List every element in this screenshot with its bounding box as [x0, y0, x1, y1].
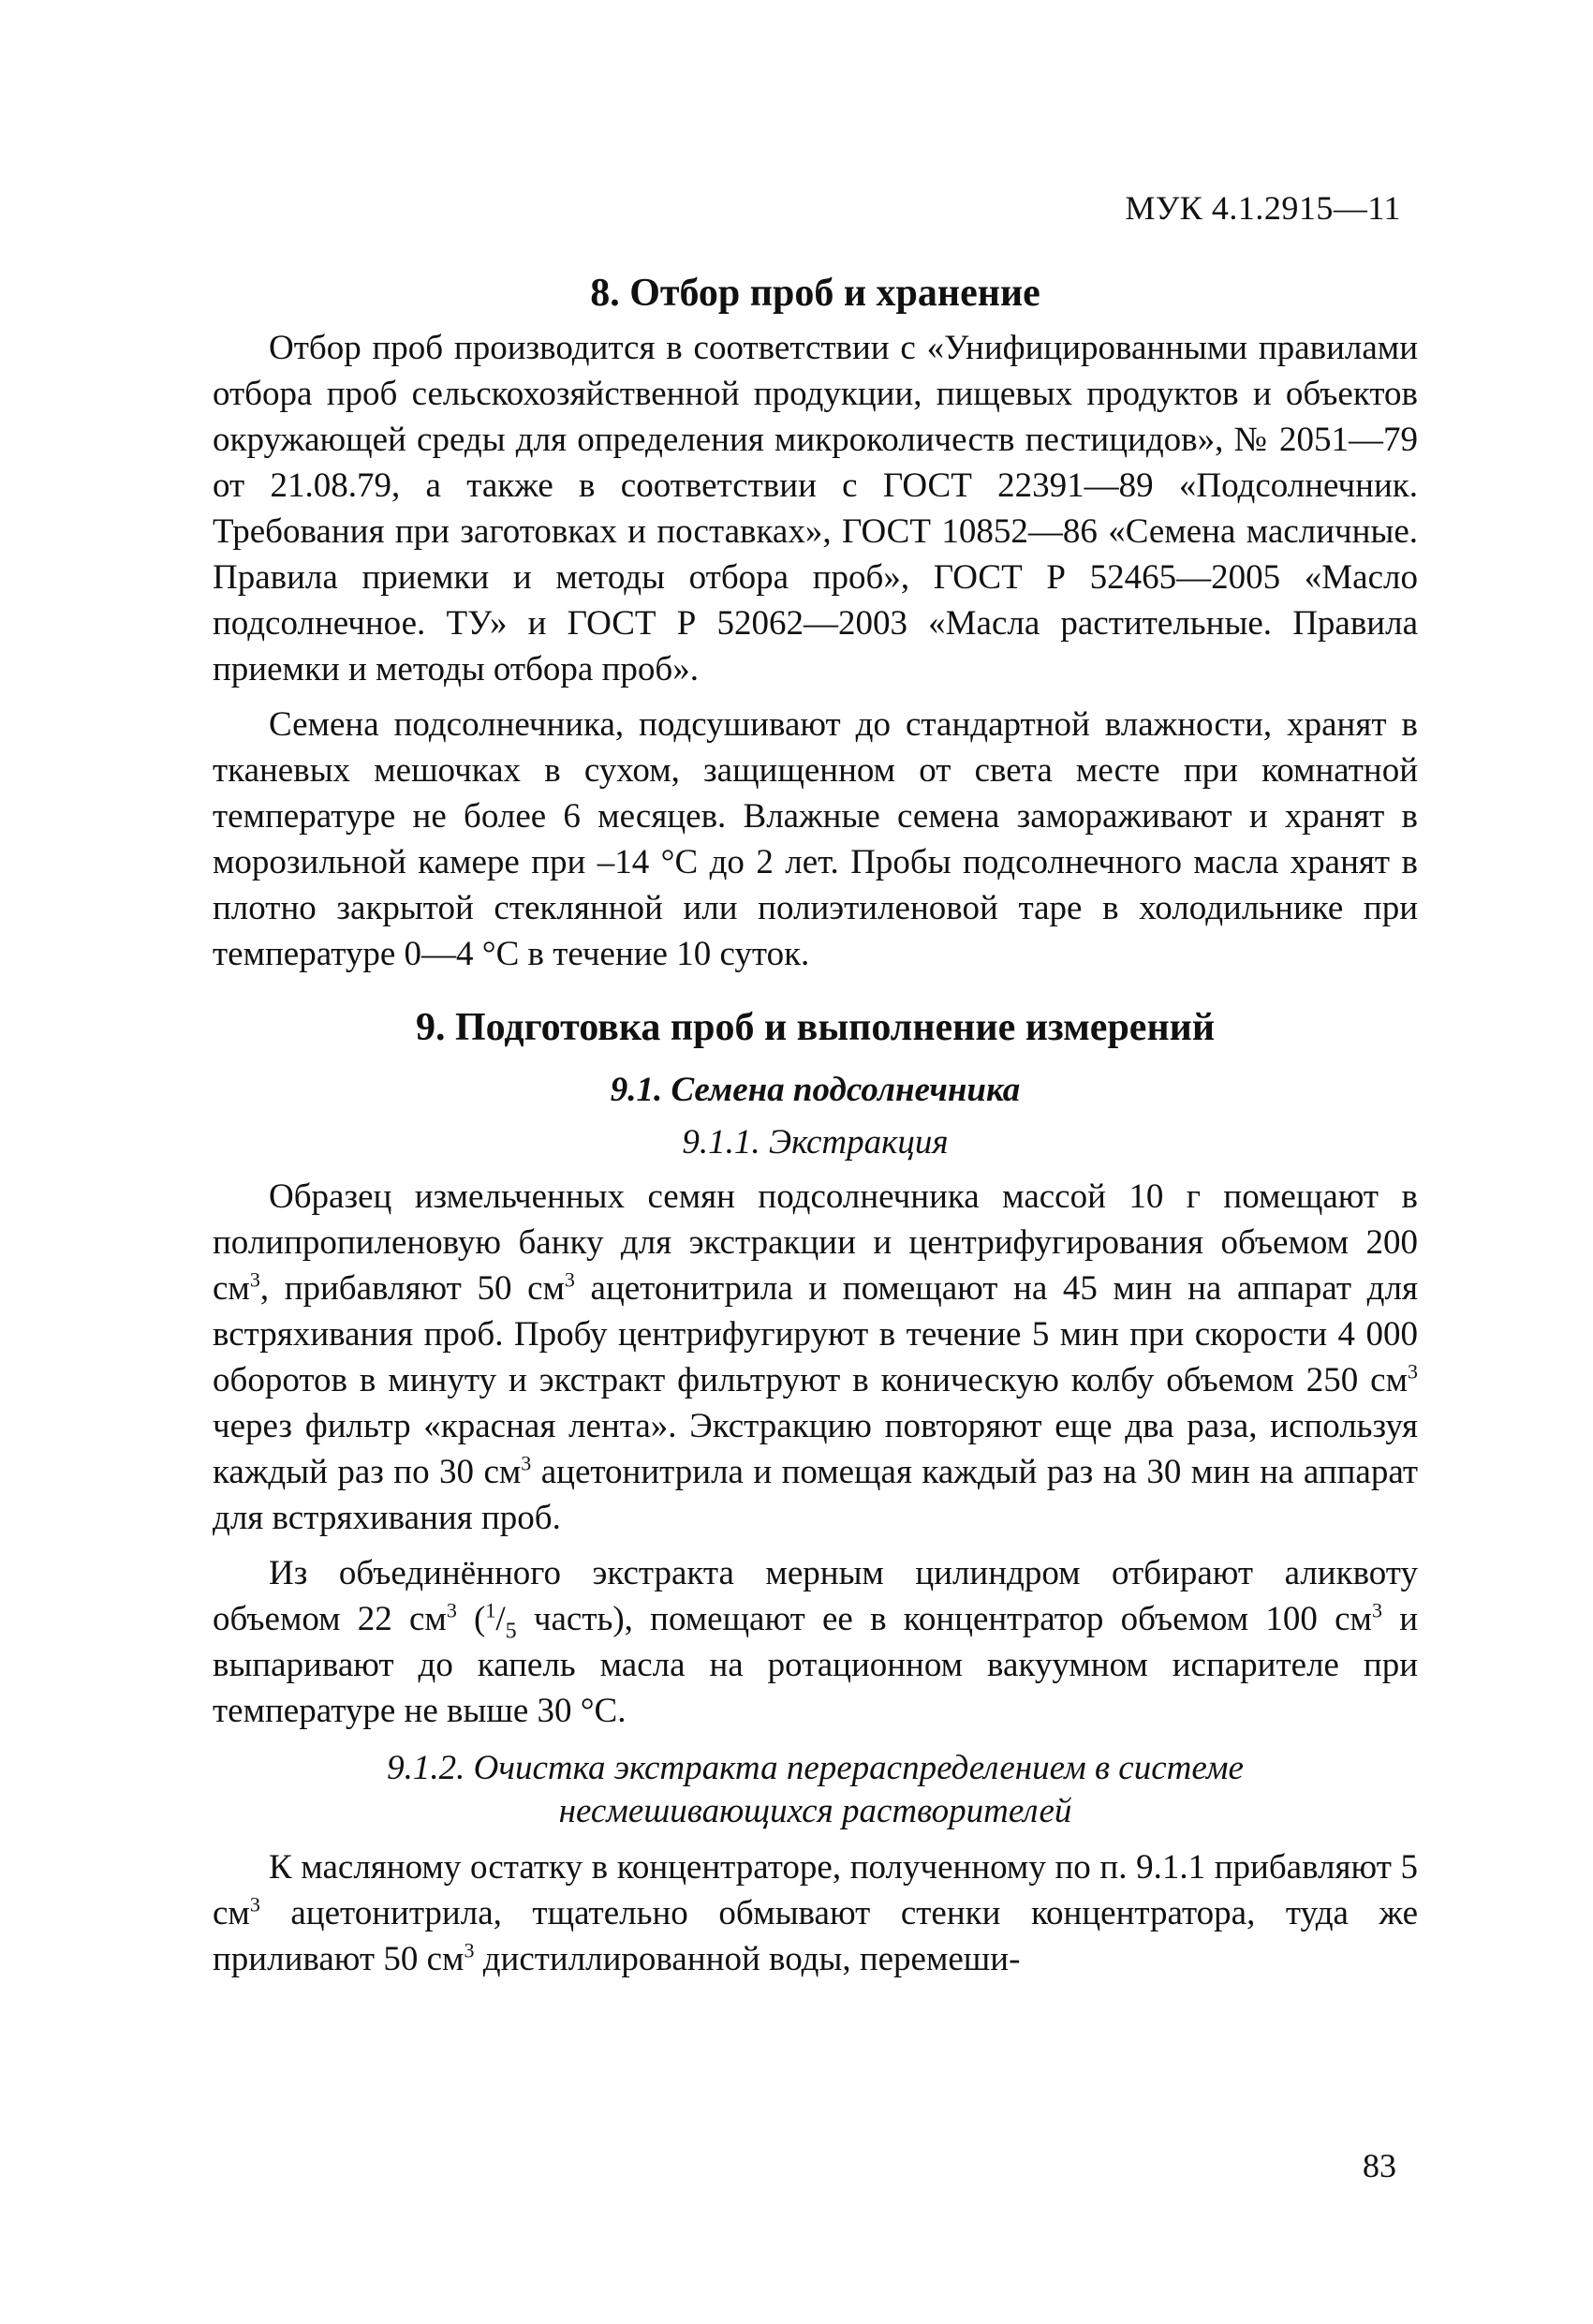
- running-header: МУК 4.1.2915—11: [1125, 189, 1401, 227]
- text-run: , прибавляют 50 см: [259, 1269, 565, 1308]
- text-run: и выпаривают до капель масла на ротационном вакуумном испарителе при температуре не выше 30 °С.: [213, 1600, 1418, 1730]
- page-content: [213, 267, 1418, 1982]
- subsection-9-1-title: 9.1. Семена подсолнечника: [610, 1071, 1021, 1109]
- cleanup-paragraph: [213, 1844, 1418, 1982]
- section-9-title: 9. Подготовка проб и выполнение измерений: [415, 1006, 1216, 1049]
- text-run: ацетонитрила и помещая каждый раз на 30 мин на аппарат для встряхивания проб.: [213, 1453, 1418, 1537]
- text-run: Из объединённого экстракта мерным цилиндром отбирают аликвоту объемом 22 см: [213, 1554, 1418, 1638]
- text-run: ацетонитрила, тщательно обмывают стенки концентратора, туда же приливают 50 см: [213, 1894, 1418, 1978]
- superscript: 3: [1371, 1598, 1382, 1622]
- fraction-numerator: 1: [485, 1598, 496, 1622]
- superscript: 3: [1408, 1359, 1418, 1384]
- subsection-9-1-2-title-line-1: 9.1.2. Очистка экстракта перераспределением в системе: [387, 1749, 1244, 1787]
- section-8-paragraph-1: Отбор проб производится в соответствии с «Унифицированными правилами отбора проб сельскохозяйственной продукции, пищевых продуктов и объектов окружающей среды для определения микроколичеств пестицидов», № 2051—79 от 21.08.79, а также в соответствии с ГОСТ 22391—89 «Подсолнечник. Требования при заготовках и поставках», ГОСТ 10852—86 «Семена масличные. Правила приемки и методы отбора проб», ГОСТ Р 52465—2005 «Масло подсолнечное. ТУ» и ГОСТ Р 52062—2003 «Масла растительные. Правила приемки и методы отбора проб».: [213, 329, 1418, 688]
- page-number: 83: [1363, 2147, 1396, 2184]
- superscript: 3: [249, 1892, 260, 1917]
- section-8-title: 8. Отбор проб и хранение: [590, 272, 1040, 315]
- text-run: дистиллированной воды, перемеши-: [474, 1940, 1021, 1978]
- subsection-9-1-2-title: [213, 1747, 1418, 1833]
- superscript: 3: [446, 1598, 457, 1622]
- extraction-paragraph: [213, 1174, 1418, 1541]
- fraction-denominator: 5: [505, 1619, 517, 1644]
- superscript: 3: [521, 1451, 532, 1475]
- text-run: через фильтр «красная лента». Экстракцию повторяют еще два раза, используя каждый раз по 30 см: [213, 1407, 1418, 1491]
- text-run: часть), помещают ее в концентратор объемом 100 см: [516, 1600, 1372, 1638]
- superscript: 3: [464, 1938, 475, 1962]
- subsection-9-1-2-title-line-2: несмешивающихся растворителей: [558, 1792, 1072, 1830]
- text-run: Образец измельченных семян подсолнечника массой 10 г помещают в полипропиленовую банку для экстракции и центрифугирования объемом 200 см: [213, 1177, 1418, 1308]
- subsection-9-1-1-title: 9.1.1. Экстракция: [682, 1123, 949, 1162]
- section-8-paragraph-2: Семена подсолнечника, подсушивают до стандартной влажности, хранят в тканевых мешочках в сухом, защищенном от света месте при комнатной температуре не более 6 месяцев. Влажные семена замораживают и хранят в морозильной камере при –14 °С до 2 лет. Пробы подсолнечного масла хранят в плотно закрытой стеклянной или полиэтиленовой таре в холодильнике при температуре 0—4 °С в течение 10 суток.: [213, 705, 1418, 973]
- text-run: (: [456, 1600, 486, 1638]
- superscript: 3: [249, 1267, 260, 1292]
- text-run: К масляному остатку в концентраторе, полученному по п. 9.1.1 прибавляют 5 см: [213, 1848, 1418, 1932]
- fraction-slash: /: [495, 1600, 506, 1638]
- aliquot-paragraph: [213, 1550, 1418, 1734]
- superscript: 3: [564, 1267, 575, 1292]
- text-run: ацетонитрила и помещают на 45 мин на аппарат для встряхивания проб. Пробу центрифугируют в течение 5 мин при скорости 4 000 оборотов в минуту и экстракт фильтруют в коническую колбу объемом 250 см: [213, 1269, 1418, 1399]
